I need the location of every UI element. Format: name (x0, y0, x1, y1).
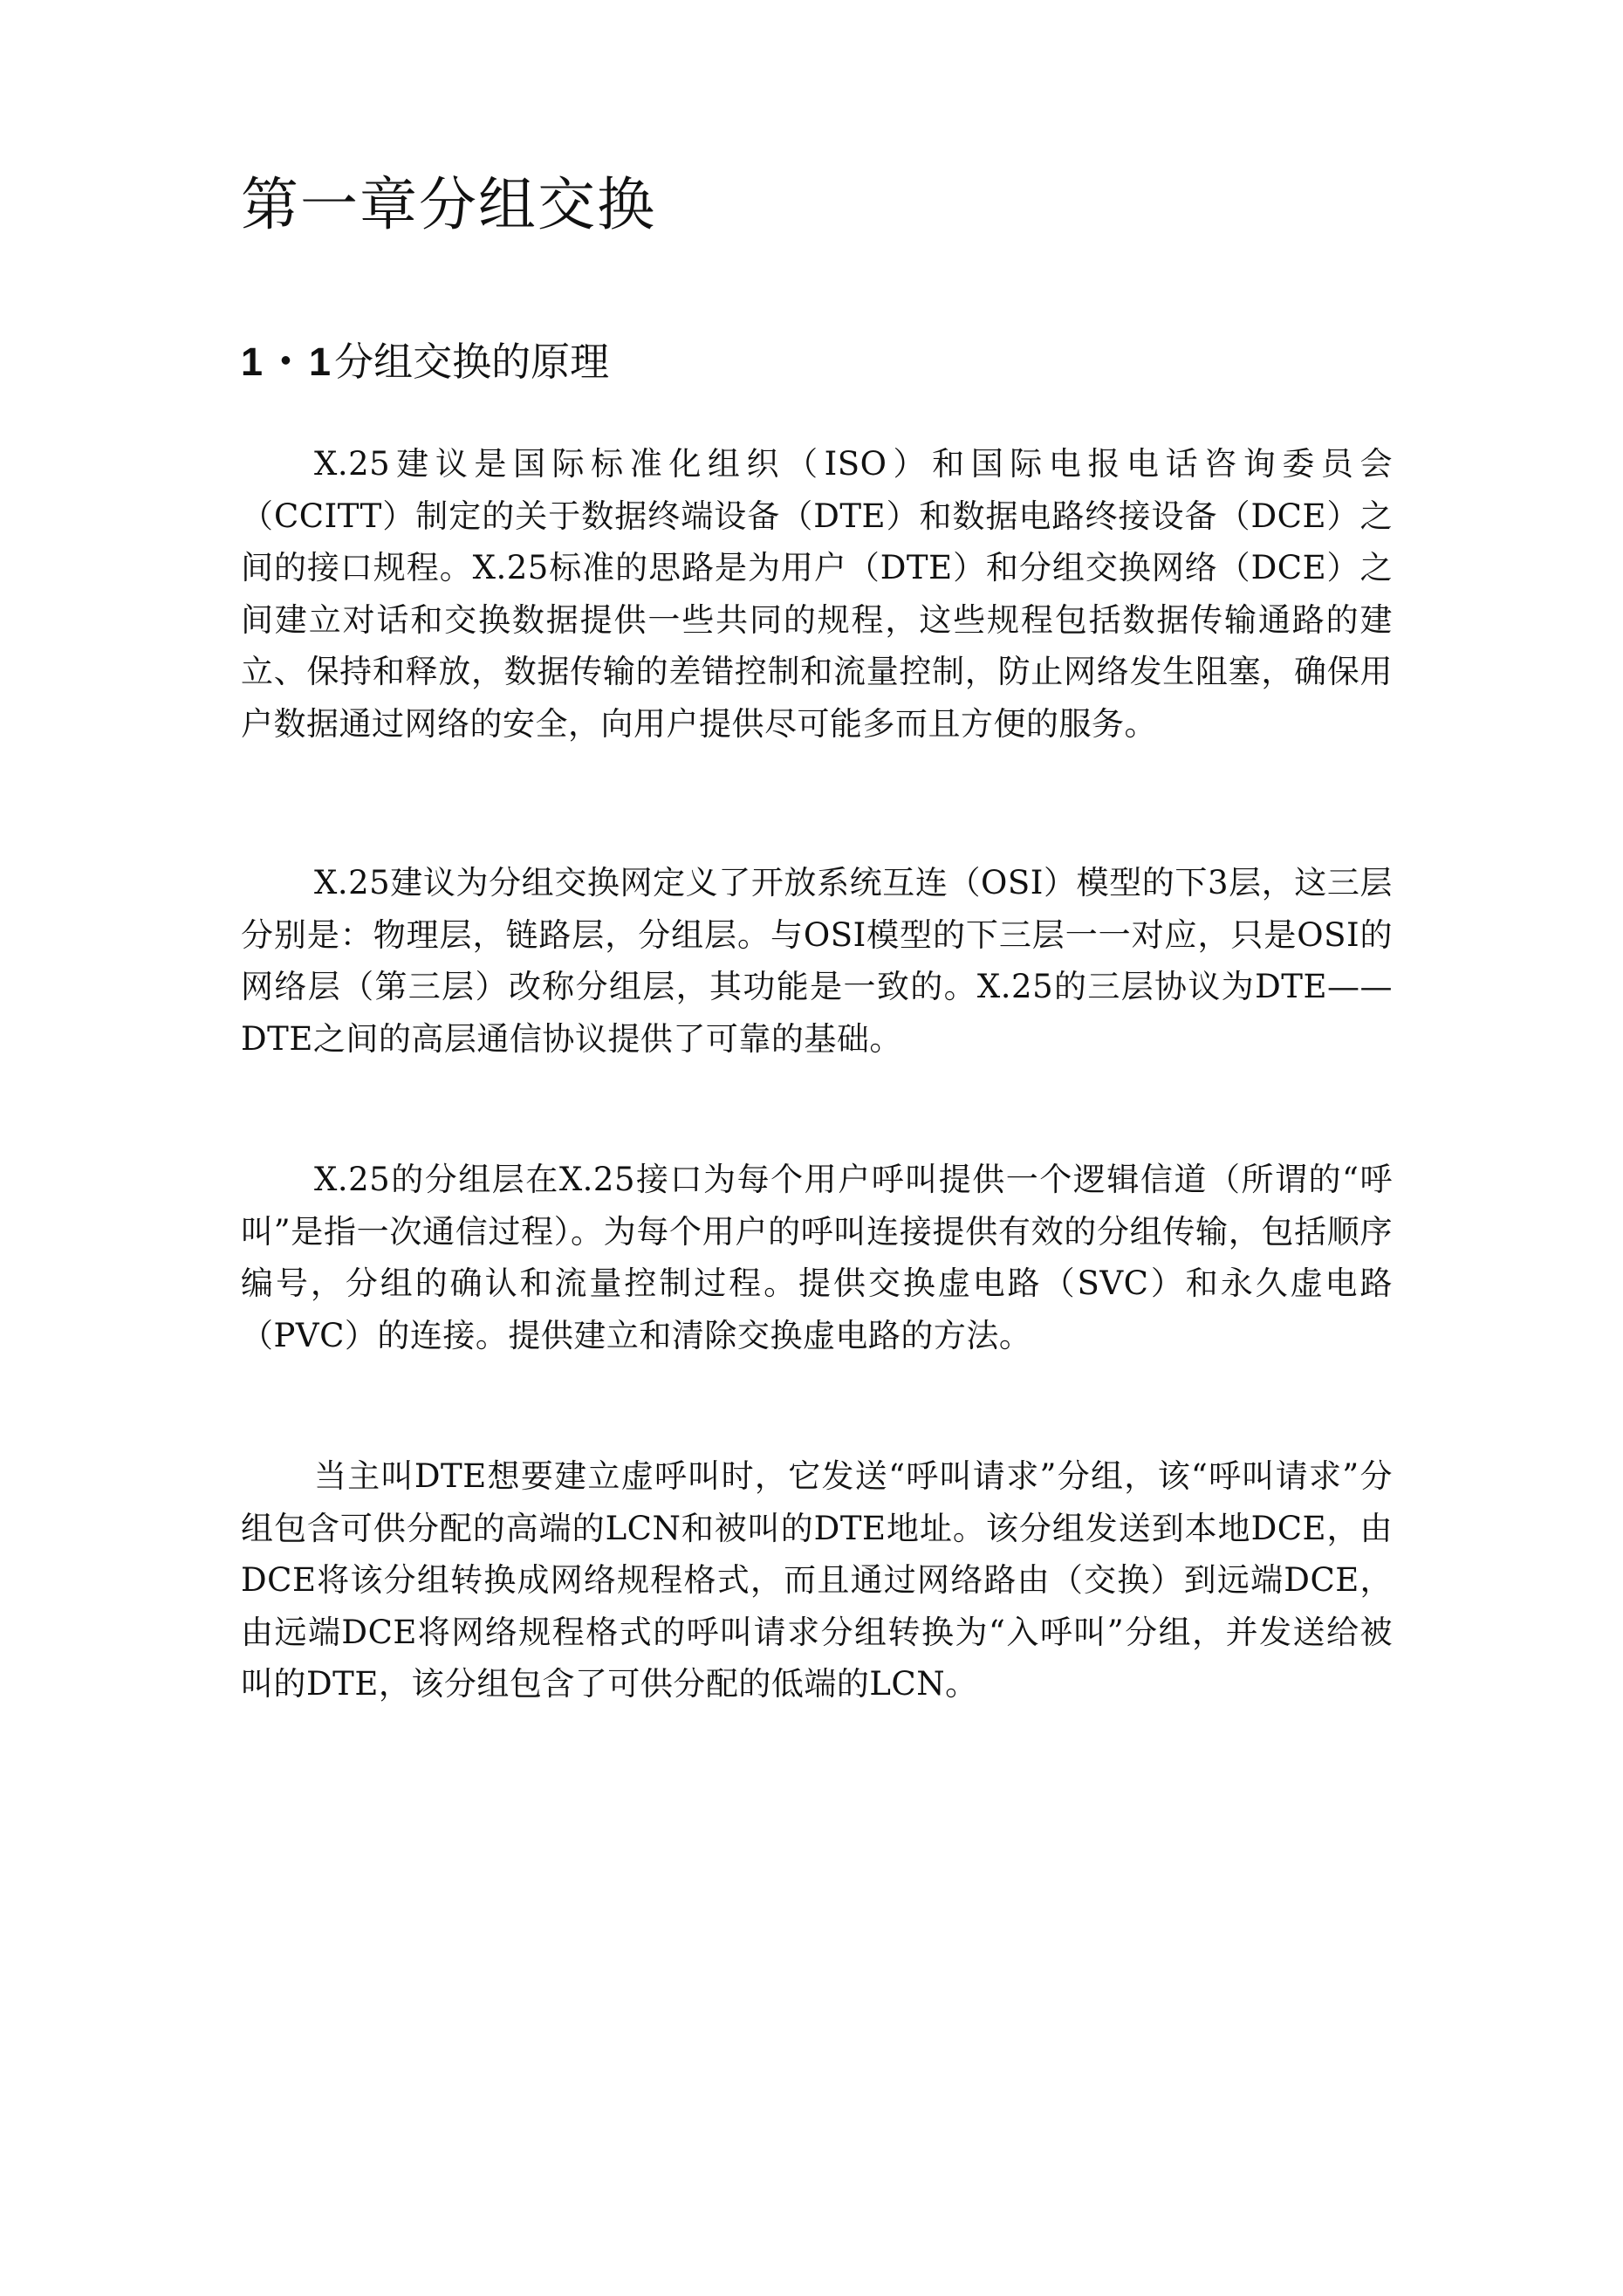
paragraph-packet-layer: X.25的分组层在X.25接口为每个用户呼叫提供一个逻辑信道（所谓的“呼叫”是指一次通信过程）。为每个用户的呼叫连接提供有效的分组传输，包括顺序编号，分组的确认和流量控制过程。提供交换虚电路（SVC）和永久虚电路（PVC）的连接。提供建立和清除交换虚电路的方法。 (241, 1161, 1393, 1354)
section-heading (241, 333, 609, 391)
paragraph-osi-layers: X.25建议为分组交换网定义了开放系统互连（OSI）模型的下3层，这三层分别是：物理层，链路层，分组层。与OSI模型的下三层一一对应，只是OSI的网络层（第三层）改称分组层，其功能是一致的。X.25的三层协议为DTE——DTE之间的高层通信协议提供了可靠的基础。 (241, 864, 1393, 1058)
section-title: 分组交换的原理 (334, 339, 610, 385)
paragraph-x25-overview: X.25建议是国际标准化组织（ISO）和国际电报电话咨询委员会（CCITT）制定的关于数据终端设备（DTE）和数据电路终接设备（DCE）之间的接口规程。X.25标准的思路是为用户（DTE）和分组交换网络（DCE）之间建立对话和交换数据提供一些共同的规程，这些规程包括数据传输通路的建立、保持和释放，数据传输的差错控制和流量控制，防止网络发生阻塞，确保用户数据通过网络的安全，向用户提供尽可能多而且方便的服务。 (241, 445, 1393, 743)
section-number: 1・1 (241, 339, 335, 384)
paragraph-call-request: 当主叫DTE想要建立虚呼叫时，它发送“呼叫请求”分组，该“呼叫请求”分组包含可供分配的高端的LCN和被叫的DTE地址。该分组发送到本地DCE，由DCE将该分组转换成网络规程格式，而且通过网络路由（交换）到远端DCE，由远端DCE将网络规程格式的呼叫请求分组转换为“入呼叫”分组，并发送给被叫的DTE，该分组包含了可供分配的低端的LCN。 (241, 1457, 1393, 1703)
chapter-title: 第一章分组交换 (241, 171, 656, 238)
